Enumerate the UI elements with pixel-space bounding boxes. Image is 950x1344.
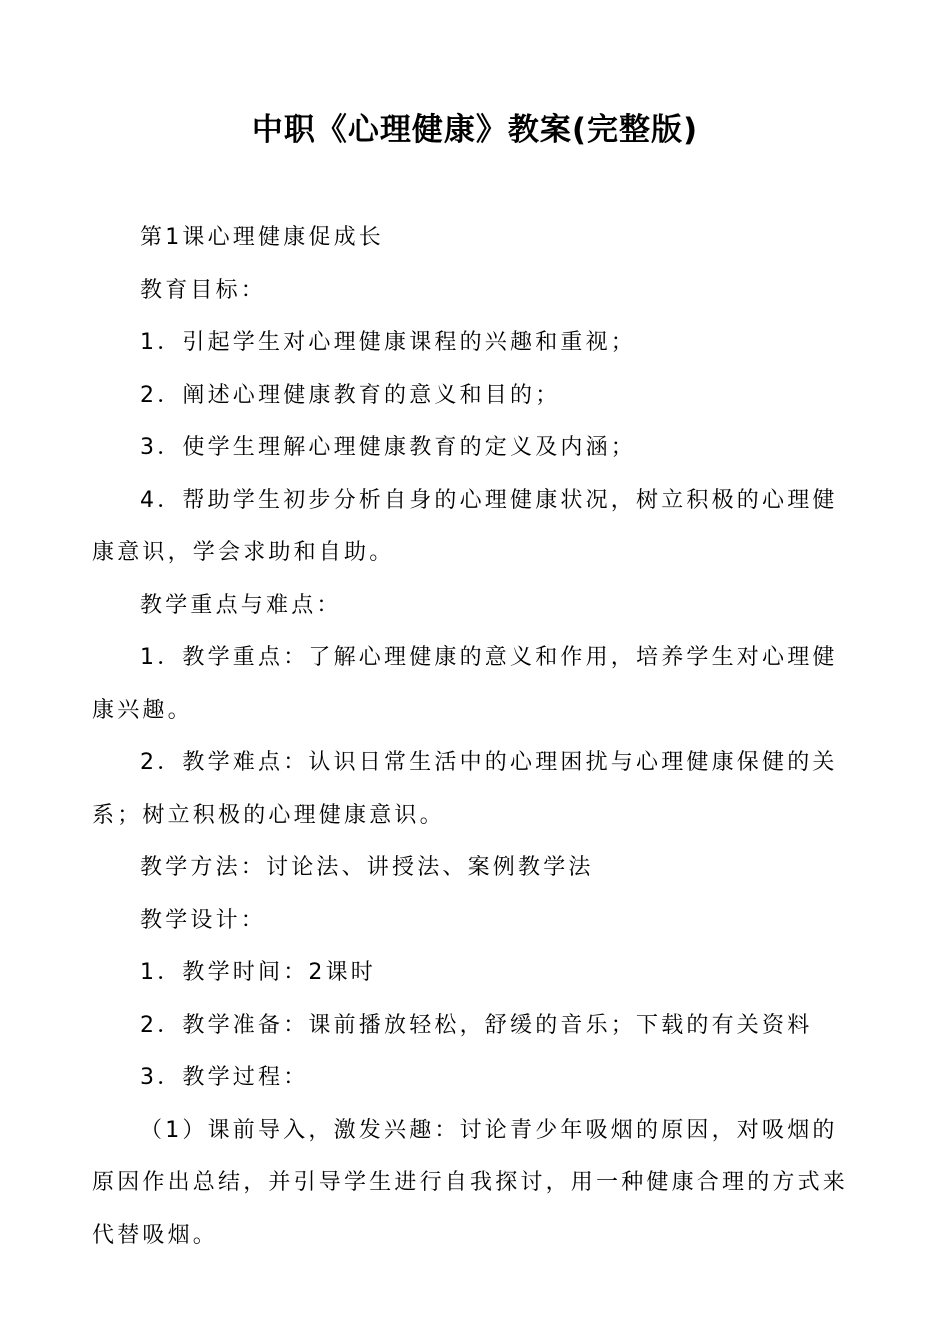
objective-item: 1．引起学生对心理健康课程的兴趣和重视； <box>140 330 636 355</box>
key-point-item: 1．教学重点：了解心理健康的意义和作用，培养学生对心理健康兴趣。 <box>92 645 838 723</box>
objective-item: 2．阐述心理健康教育的意义和目的； <box>140 382 561 408</box>
objectives-heading: 教育目标： <box>140 277 267 303</box>
objective-item: 4．帮助学生初步分析自身的心理健康状况，树立积极的心理健康意识，学会求助和自助。 <box>92 487 838 565</box>
key-points-heading: 教学重点与难点： <box>140 592 342 618</box>
process-step: （1）课前导入，激发兴趣：讨论青少年吸烟的原因，对吸烟的原因作出总结，并引导学生进行自我探讨，用一种健康合理的方式来代替吸烟。 <box>92 1117 849 1248</box>
design-item: 3．教学过程： <box>140 1065 309 1090</box>
document-body <box>92 212 852 1262</box>
objective-item: 3．使学生理解心理健康教育的定义及内涵； <box>140 435 636 460</box>
document-title: 中职《心理健康》教案(完整版) <box>251 112 699 148</box>
lesson-heading: 第1课心理健康促成长 <box>140 225 384 250</box>
design-item: 1．教学时间：2课时 <box>140 960 376 985</box>
teaching-methods: 教学方法：讨论法、讲授法、案例教学法 <box>140 855 594 880</box>
teaching-design-heading: 教学设计： <box>140 907 267 933</box>
design-item: 2．教学准备：课前播放轻松，舒缓的音乐；下载的有关资料 <box>140 1012 813 1038</box>
key-point-item: 2．教学难点：认识日常生活中的心理困扰与心理健康保健的关系；树立积极的心理健康意识。 <box>92 750 838 828</box>
